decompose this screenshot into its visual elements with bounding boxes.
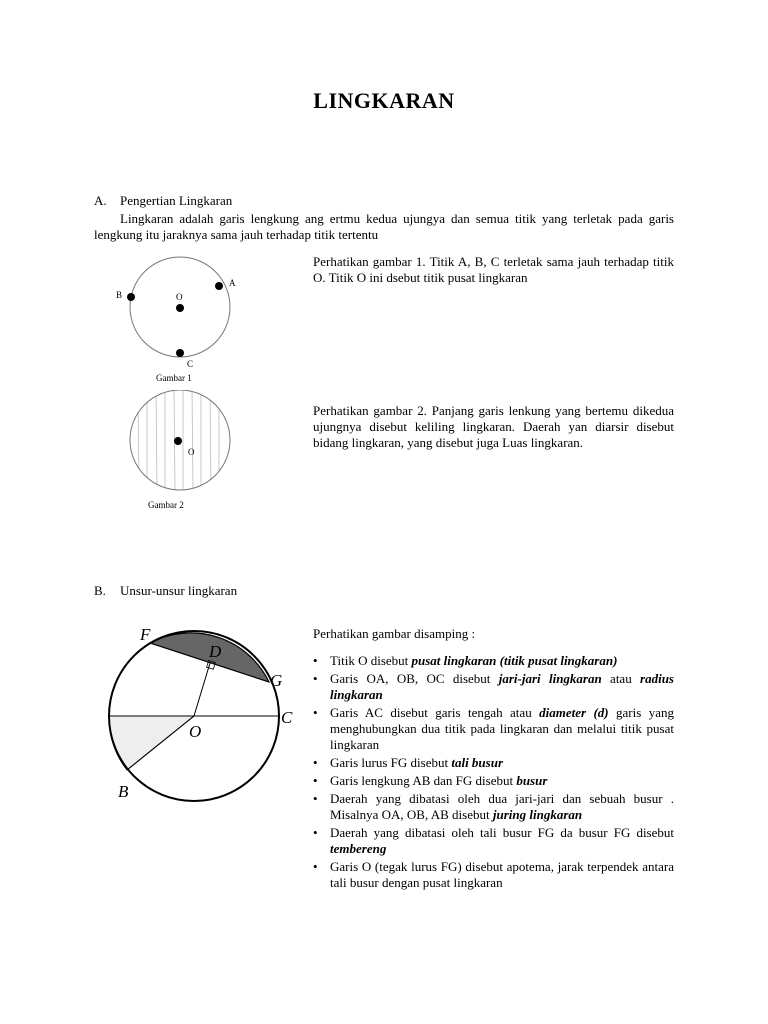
list-item: • Titik O disebut pusat lingkaran (titik pusat lingkaran) <box>313 653 674 669</box>
section-a-title: Pengertian Lingkaran <box>120 193 233 208</box>
list-item: • Garis AC disebut garis tengah atau diameter (d) garis yang menghubungkan dua titik pada lingkaran dan melalui titik pusat lingkaran <box>313 705 674 753</box>
label-o: O <box>176 292 183 302</box>
element-list <box>313 653 674 893</box>
list-item: • Daerah yang dibatasi oleh tali busur FG da busur FG disebut tembereng <box>313 825 674 857</box>
figure-1-text: Perhatikan gambar 1. Titik A, B, C terletak sama jauh terhadap titik O. Titik O ini dsebut titik pusat lingkaran <box>313 254 674 285</box>
label-a: A <box>229 278 236 288</box>
figure-3 <box>100 620 305 805</box>
apothem-od <box>194 663 210 716</box>
figure-2-label-o: O <box>188 447 195 457</box>
section-a-intro: Lingkaran adalah garis lengkung ang ertmu kedua ujungya dan semua titik yang terletak pada garis lengkung itu jaraknya sama jauh terhadap titik tertentu <box>94 211 674 242</box>
figure-3-label-g: G <box>270 671 283 690</box>
point-c <box>176 349 184 357</box>
figure-3-label-o: O <box>189 722 202 741</box>
section-a-letter: A. <box>94 193 107 208</box>
page-title: LINGKARAN <box>313 88 455 113</box>
figure-3-label-d: D <box>209 642 222 661</box>
list-item: • Daerah yang dibatasi oleh dua jari-jari dan sebuah busur . Misalnya OA, OB, AB disebut juring lingkaran <box>313 791 674 823</box>
figure-3-label-b: B <box>118 782 129 801</box>
label-b: B <box>116 290 123 300</box>
list-item: • Garis lengkung AB dan FG disebut busur <box>313 773 674 789</box>
section-a-heading <box>94 193 232 209</box>
figure-1-caption: Gambar 1 <box>156 373 192 383</box>
figure-2-center <box>174 437 182 445</box>
figure-1 <box>110 255 250 387</box>
section-b-title: Unsur-unsur lingkaran <box>120 583 238 598</box>
figure-3-label-c: C <box>281 708 293 727</box>
section-b-letter: B. <box>94 583 106 598</box>
figure-2-text: Perhatikan gambar 2. Panjang garis lenkung yang bertemu dikedua ujungnya disebut keliling lingkaran. Daerah yan diarsir disebut bidang lingkaran, yang disebut juga Luas lingkaran. <box>313 403 674 450</box>
section-b-heading <box>94 583 237 599</box>
list-item: • Garis O (tegak lurus FG) disebut apotema, jarak terpendek antara tali busur dengan pusat lingkaran <box>313 859 674 891</box>
label-c: C <box>187 359 194 369</box>
figure-2-caption: Gambar 2 <box>148 500 184 510</box>
list-item: • Garis OA, OB, OC disebut jari-jari lingkaran atau radius lingkaran <box>313 671 674 703</box>
section-b-intro: Perhatikan gambar disamping : <box>313 626 476 641</box>
point-o <box>176 304 184 312</box>
list-item: • Garis lurus FG disebut tali busur <box>313 755 674 771</box>
point-b <box>127 293 135 301</box>
point-a <box>215 282 223 290</box>
figure-3-label-f: F <box>140 625 151 644</box>
figure-2 <box>120 390 240 515</box>
